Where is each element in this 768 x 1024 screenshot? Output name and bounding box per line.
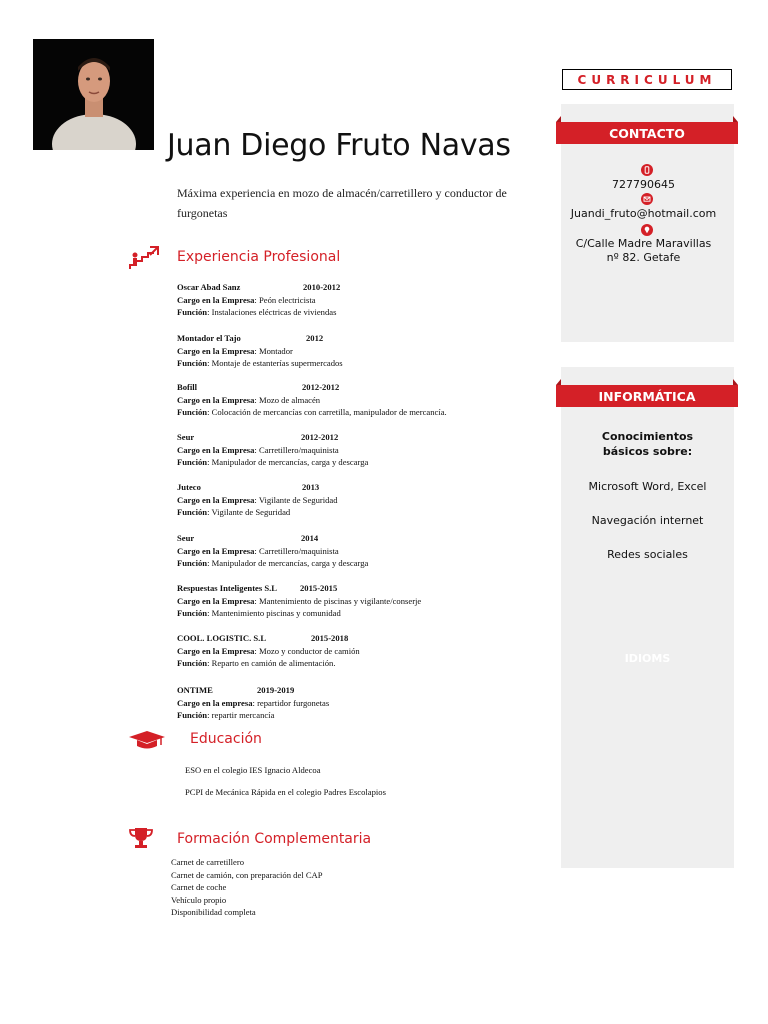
funcion-value: repartir mercancía (211, 710, 275, 721)
job-cargo: Cargo en la Empresa: Vigilante de Seguridad (177, 494, 338, 505)
job-company: Seur (177, 432, 195, 442)
cargo-label: Cargo en la Empresa (177, 595, 255, 606)
cargo-value: Montador (258, 345, 293, 356)
funcion-value: Colocación de mercancías con carretilla, manipulador de mercancía. (211, 407, 447, 418)
experience-title: Experiencia Profesional (177, 249, 341, 265)
cargo-value: Mozo y conductor de camión (258, 645, 360, 656)
job-header (177, 684, 517, 697)
contact-address-line2: nº 82. Getafe (606, 251, 681, 264)
job-header (177, 532, 517, 545)
cargo-value: Carretillero/maquinista (258, 444, 339, 455)
job-company: Oscar Abad Sanz (177, 282, 241, 292)
idioms-label: IDIOMS (624, 652, 671, 665)
job-years: 2012-2012 (301, 432, 339, 442)
cargo-label: Cargo en la Empresa (177, 645, 255, 656)
location-icon (641, 224, 653, 236)
job-entry (177, 532, 517, 570)
cargo-label: Cargo en la Empresa (177, 545, 255, 556)
funcion-value: Vigilante de Seguridad (211, 507, 291, 518)
job-cargo: Cargo en la Empresa: Carretillero/maquinista (177, 444, 339, 455)
cargo-value: Mantenimiento de piscinas y vigilante/conserje (258, 595, 422, 606)
curriculum-label-box (562, 69, 732, 90)
job-entry (177, 281, 517, 319)
job-header (177, 332, 517, 345)
funcion-label: Función (177, 457, 208, 468)
job-funcion: Función: Instalaciones eléctricas de viviendas (177, 307, 337, 318)
cargo-label: Cargo en la Empresa (177, 444, 255, 455)
person-photo-icon (33, 39, 154, 150)
education-title: Educación (190, 731, 262, 747)
graduation-cap-icon (128, 730, 166, 750)
curriculum-label: CURRICULUM (577, 72, 717, 87)
job-company: Juteco (177, 482, 201, 492)
job-company: Seur (177, 533, 195, 543)
job-entry (177, 481, 517, 519)
funcion-value: Reparto en camión de alimentación. (211, 658, 336, 669)
job-header (177, 632, 517, 645)
job-header (177, 381, 517, 394)
email-icon (641, 193, 653, 205)
funcion-label: Función (177, 507, 208, 518)
informatica-heading: Conocimientos básicos sobre: (601, 430, 694, 458)
cargo-label: Cargo en la Empresa (177, 345, 255, 356)
informatica-item: Microsoft Word, Excel (588, 480, 707, 493)
job-cargo: Cargo en la Empresa: Mantenimiento de piscinas y vigilante/conserje (177, 595, 422, 606)
cargo-value: Vigilante de Seguridad (258, 494, 338, 505)
cargo-label: Cargo en la empresa (177, 697, 253, 708)
education-item: PCPI de Mecánica Rápida en el colegio Padres Escolapios (185, 787, 386, 797)
informatica-ribbon (556, 385, 738, 407)
job-entry (177, 684, 517, 722)
formacion-item: Carnet de coche (171, 882, 227, 893)
formacion-list (171, 856, 323, 919)
contact-phone: 727790645 (612, 178, 675, 191)
job-header (177, 582, 517, 595)
funcion-label: Función (177, 358, 208, 369)
job-cargo: Cargo en la Empresa: Montador (177, 345, 293, 356)
job-years: 2012 (306, 333, 324, 343)
candidate-name: Juan Diego Fruto Navas (167, 128, 511, 163)
funcion-label: Función (177, 658, 208, 669)
phone-icon (641, 164, 653, 176)
job-funcion: Función: Mantenimiento piscinas y comunidad (177, 608, 341, 619)
job-years: 2013 (302, 482, 320, 492)
cargo-label: Cargo en la Empresa (177, 394, 255, 405)
job-funcion: Función: Manipulador de mercancías, carga y descarga (177, 457, 369, 468)
job-cargo: Cargo en la Empresa: Mozo y conductor de camión (177, 645, 360, 656)
formacion-item: Carnet de camión, con preparación del CAP (171, 869, 323, 880)
job-header (177, 281, 517, 294)
job-cargo: Cargo en la Empresa: Carretillero/maquinista (177, 545, 339, 556)
job-cargo: Cargo en la empresa: repartidor furgonetas (177, 697, 330, 708)
contact-email: Juandi_fruto@hotmail.com (570, 207, 717, 220)
job-company: ONTIME (177, 685, 213, 695)
job-years: 2019-2019 (257, 685, 295, 695)
trophy-icon (128, 826, 154, 850)
formacion-title: Formación Complementaria (177, 831, 372, 847)
job-funcion: Función: repartir mercancía (177, 710, 275, 721)
cargo-value: Carretillero/maquinista (258, 545, 339, 556)
contact-ribbon (556, 122, 738, 144)
job-company: Montador el Tajo (177, 333, 241, 343)
funcion-label: Función (177, 407, 208, 418)
job-entry (177, 582, 517, 620)
profile-photo (33, 39, 154, 150)
funcion-value: Mantenimiento piscinas y comunidad (211, 608, 341, 619)
formacion-item: Vehículo propio (171, 894, 227, 905)
job-entry (177, 431, 517, 469)
job-funcion: Función: Montaje de estanterías supermercados (177, 358, 343, 369)
formacion-item: Carnet de carretillero (171, 857, 245, 867)
job-cargo: Cargo en la Empresa: Peón electricista (177, 294, 316, 305)
career-stairs-icon (128, 245, 160, 271)
job-years: 2015-2018 (311, 633, 349, 643)
education-item: ESO en el colegio IES Ignacio Aldecoa (185, 765, 321, 775)
job-cargo: Cargo en la Empresa: Mozo de almacén (177, 394, 321, 405)
job-entry (177, 632, 517, 670)
informatica-item: Navegación internet (591, 514, 704, 527)
job-funcion: Función: Vigilante de Seguridad (177, 507, 291, 518)
cargo-label: Cargo en la Empresa (177, 494, 255, 505)
job-header (177, 431, 517, 444)
contact-address-line1: C/Calle Madre Maravillas (575, 237, 712, 250)
cargo-value: Peón electricista (258, 294, 316, 305)
job-years: 2012-2012 (302, 382, 340, 392)
job-company: Bofill (177, 382, 198, 392)
contact-title: CONTACTO (609, 125, 685, 141)
job-funcion: Función: Reparto en camión de alimentación. (177, 658, 336, 669)
job-years: 2014 (301, 533, 319, 543)
funcion-value: Instalaciones eléctricas de viviendas (211, 307, 337, 318)
job-entry (177, 381, 517, 419)
funcion-value: Manipulador de mercancías, carga y descarga (211, 457, 369, 468)
funcion-label: Función (177, 608, 208, 619)
cargo-value: Mozo de almacén (258, 394, 321, 405)
informatica-title: INFORMÁTICA (598, 388, 696, 404)
job-funcion: Función: Manipulador de mercancías, carga y descarga (177, 558, 369, 569)
job-years: 2015-2015 (300, 583, 338, 593)
job-years: 2010-2012 (303, 282, 341, 292)
cargo-label: Cargo en la Empresa (177, 294, 255, 305)
funcion-label: Función (177, 558, 208, 569)
profile-summary: Máxima experiencia en mozo de almacén/carretillero y conductor de furgonetas (177, 186, 507, 220)
funcion-label: Función (177, 710, 208, 721)
job-company: COOL. LOGISTIC. S.L (177, 633, 267, 643)
funcion-value: Manipulador de mercancías, carga y descarga (211, 558, 369, 569)
formacion-item: Disponibilidad completa (171, 907, 256, 918)
job-company: Respuestas Inteligentes S.L (177, 583, 278, 593)
informatica-item: Redes sociales (607, 548, 688, 561)
job-funcion: Función: Colocación de mercancías con carretilla, manipulador de mercancía. (177, 407, 447, 418)
job-header (177, 481, 517, 494)
cargo-value: repartidor furgonetas (257, 697, 330, 708)
funcion-label: Función (177, 307, 208, 318)
job-entry (177, 332, 517, 370)
funcion-value: Montaje de estanterías supermercados (211, 358, 343, 369)
